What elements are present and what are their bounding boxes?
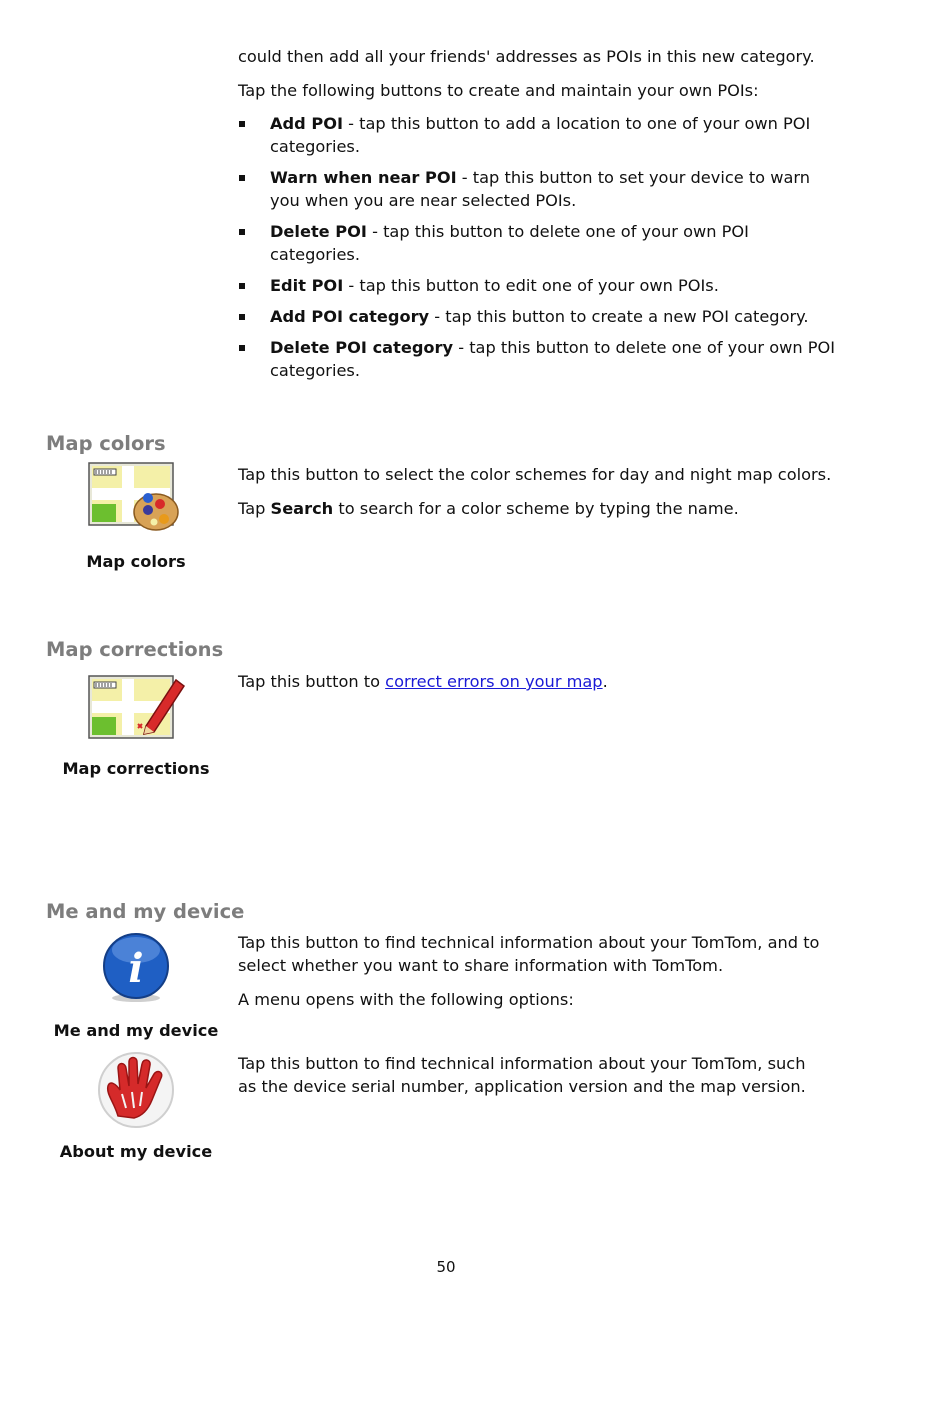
bullet-icon [239, 314, 245, 320]
me-device-text-1: Tap this button to find technical information about your TomTom, and to select whether you want to share information with TomTom. [238, 933, 820, 975]
map-colors-icon [88, 462, 180, 536]
list-item-desc: - tap this button to add a location to one of your own POI categories. [270, 114, 811, 156]
about-device-label: About my device [59, 1142, 213, 1161]
bullet-icon [239, 229, 245, 235]
list-item-term: Add POI category [270, 307, 430, 326]
map-corrections-heading: Map corrections [46, 638, 224, 661]
info-icon [100, 932, 172, 1004]
search-term: Search [270, 499, 334, 518]
list-item-term: Delete POI [270, 222, 367, 241]
intro-line-2: Tap the following buttons to create and maintain your own POIs: [238, 81, 759, 100]
about-device-text: Tap this button to find technical information about your TomTom, such as the device serial number, application version and the map version. [238, 1054, 806, 1096]
map-corrections-text-pre: Tap this button to [238, 672, 386, 691]
list-item [238, 112, 843, 158]
svg-text:i: i [128, 945, 144, 992]
list-item [238, 336, 843, 382]
map-colors-text-1: Tap this button to select the color schemes for day and night map colors. [238, 465, 832, 484]
bullet-icon [239, 175, 245, 181]
list-item-term: Delete POI category [270, 338, 454, 357]
list-item [238, 220, 843, 266]
list-item [238, 305, 843, 328]
map-colors-text-2-post: to search for a color scheme by typing the name. [333, 499, 739, 518]
map-colors-button[interactable] [88, 462, 180, 536]
list-item-desc: - tap this button to set your device to warn you when you are near selected POIs. [270, 168, 811, 210]
map-corrections-label: Map corrections [62, 759, 210, 778]
about-device-button[interactable] [96, 1050, 176, 1130]
me-device-button[interactable] [100, 932, 172, 1004]
me-device-label: Me and my device [53, 1021, 219, 1040]
list-item-term: Warn when near POI [270, 168, 457, 187]
map-colors-text-2-pre: Tap [238, 499, 271, 518]
list-item [238, 166, 843, 212]
correct-errors-link[interactable]: correct errors on your map [385, 672, 603, 691]
list-item-desc: - tap this button to delete one of your own POI categories. [270, 338, 836, 380]
list-item-desc: - tap this button to edit one of your own POIs. [343, 276, 719, 295]
list-item-desc: - tap this button to create a new POI category. [429, 307, 809, 326]
map-corrections-text [238, 670, 838, 693]
poi-button-list [238, 112, 843, 382]
map-corrections-icon [88, 674, 188, 742]
list-item-term: Add POI [270, 114, 343, 133]
map-colors-heading: Map colors [46, 432, 166, 455]
me-device-heading: Me and my device [46, 900, 245, 923]
bullet-icon [239, 345, 245, 351]
map-corrections-text-post: . [602, 672, 608, 691]
list-item-desc: - tap this button to delete one of your own POI categories. [270, 222, 749, 264]
map-corrections-button[interactable] [88, 674, 188, 742]
me-device-text-2: A menu opens with the following options: [238, 990, 574, 1009]
intro-line-1: could then add all your friends' addresses as POIs in this new category. [238, 47, 815, 66]
bullet-icon [239, 283, 245, 289]
map-colors-text-2 [238, 497, 838, 520]
page-number: 50 [436, 1258, 456, 1276]
list-item [238, 274, 843, 297]
list-item-term: Edit POI [270, 276, 344, 295]
bullet-icon [239, 121, 245, 127]
map-colors-label: Map colors [86, 552, 186, 571]
tomtom-hand-icon [96, 1050, 176, 1130]
